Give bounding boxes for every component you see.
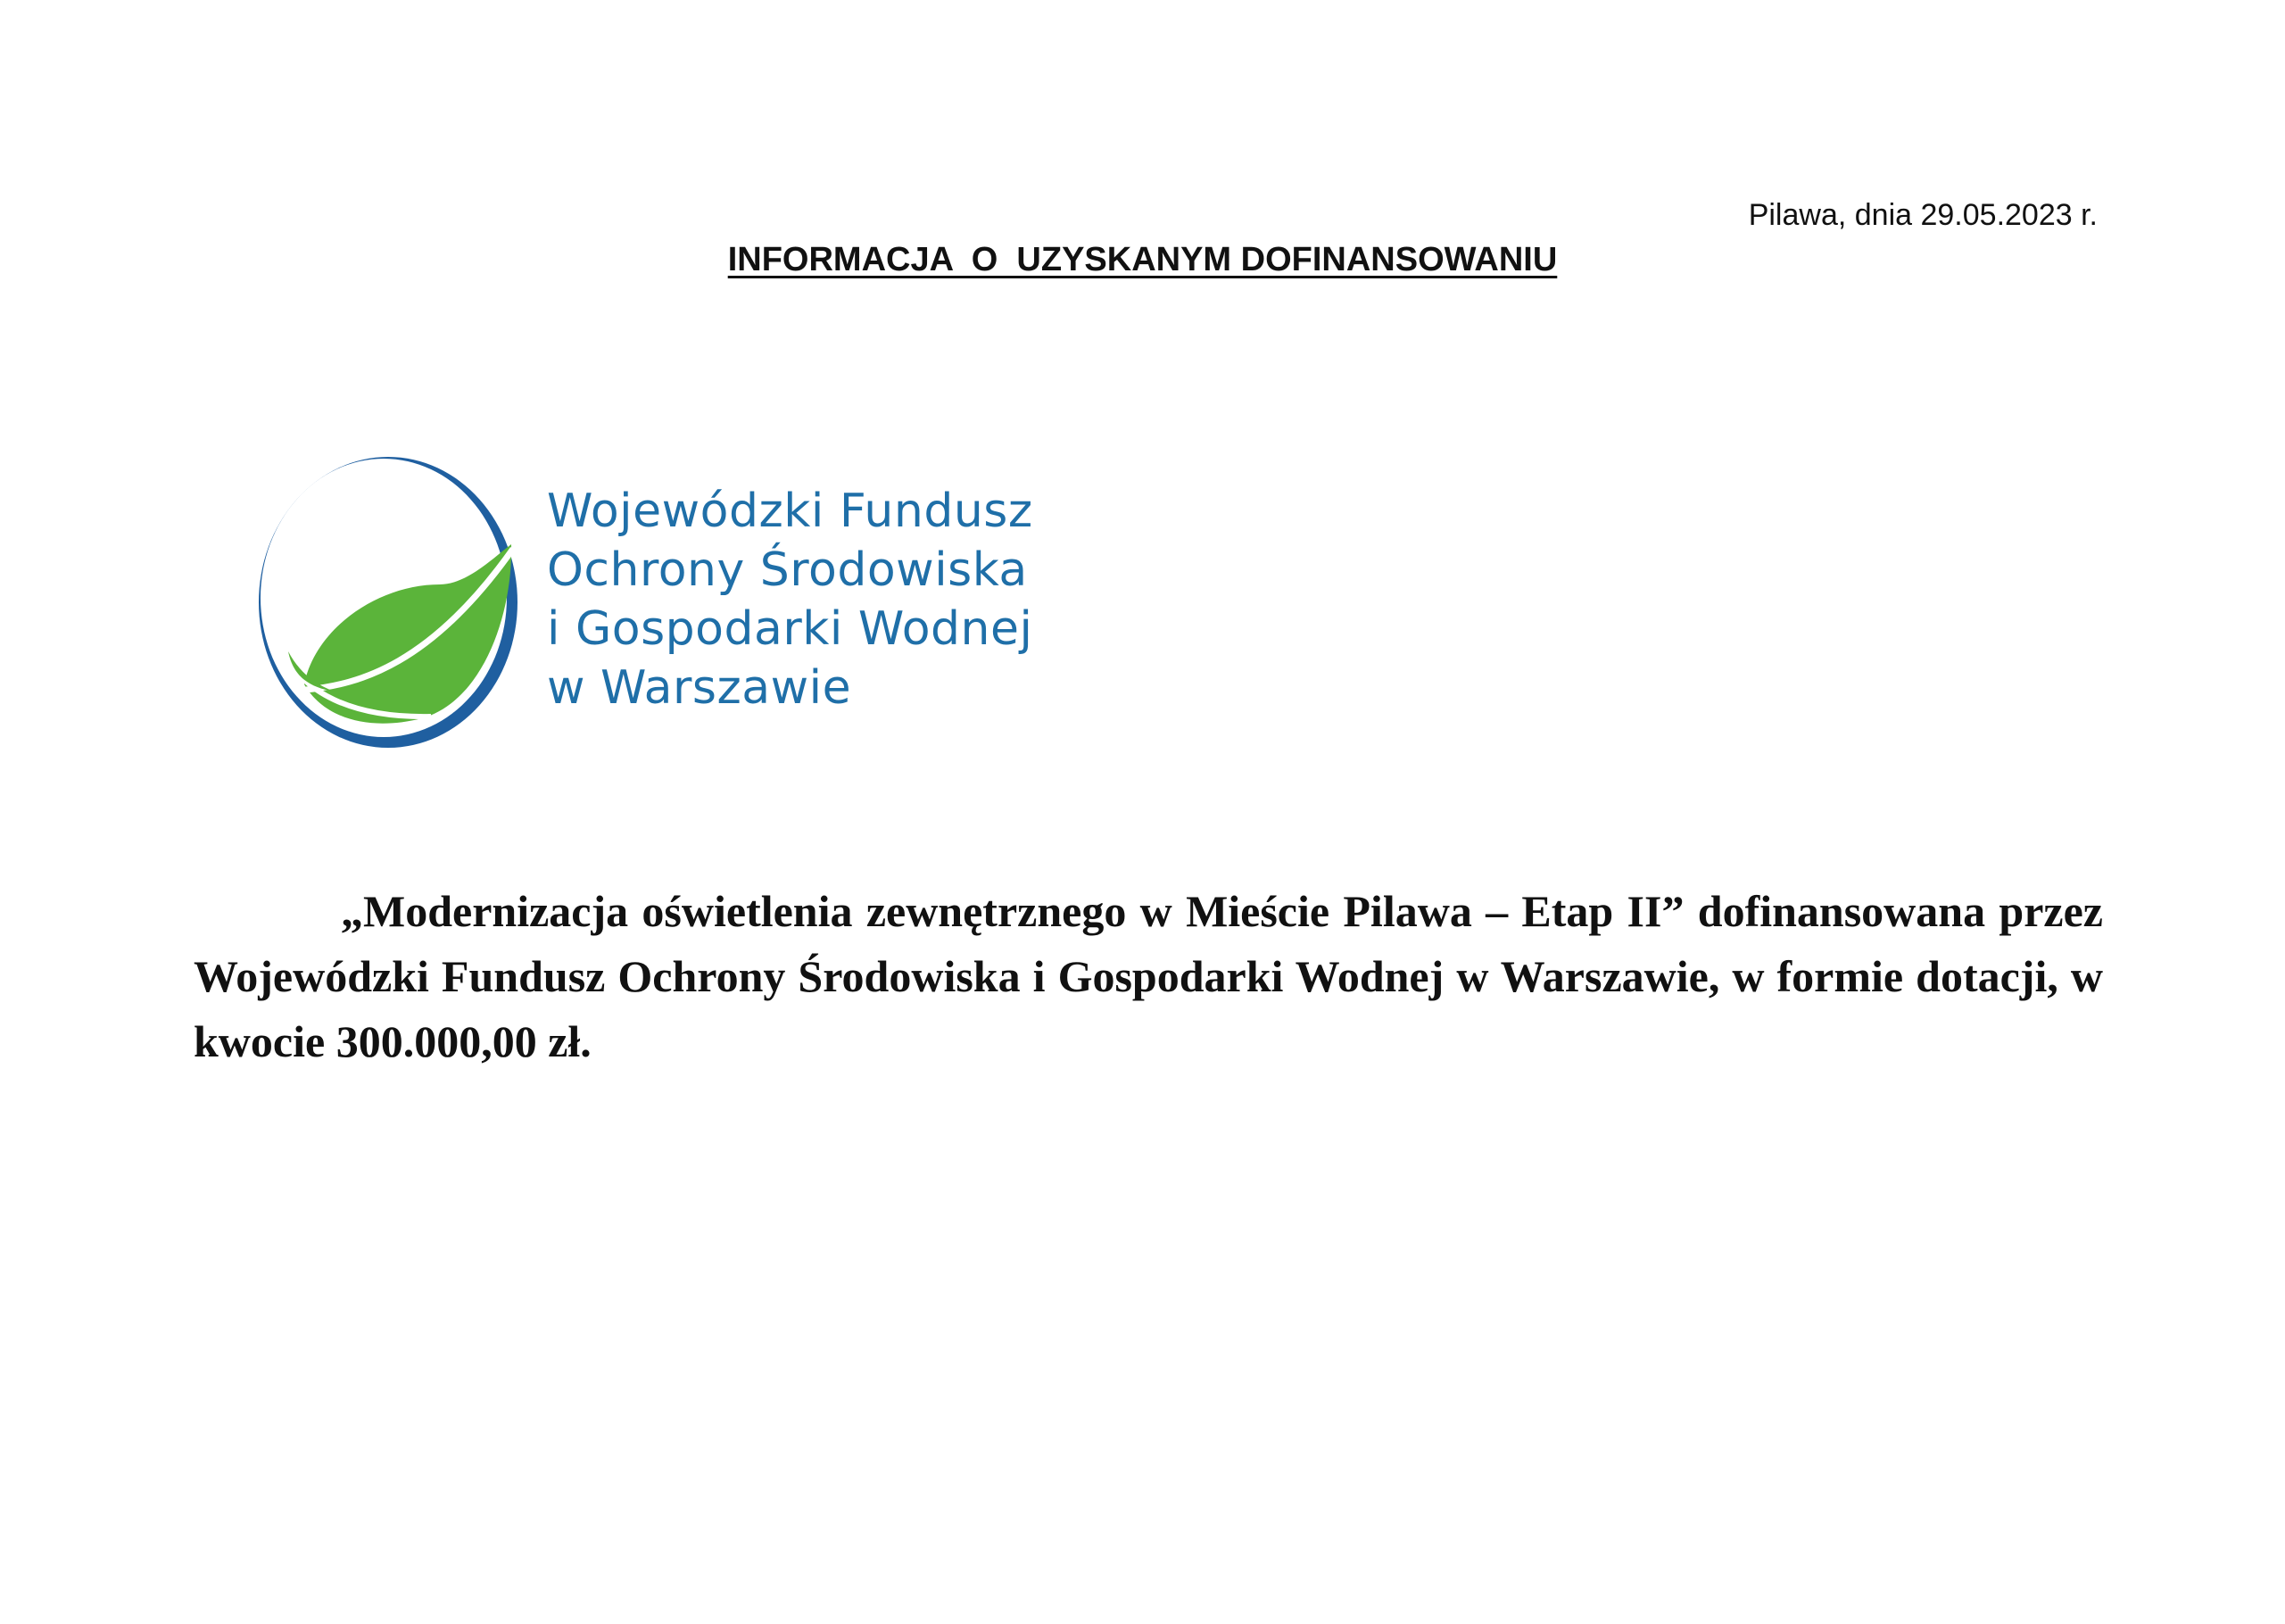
place-date: Pilawa, dnia 29.05.2023 r. [1748, 198, 2098, 232]
wfosigw-logo [253, 451, 1038, 754]
logo-text-line-3: i Gospodarki Wodnej [547, 602, 1033, 656]
body-paragraph [194, 879, 2103, 1074]
logo-text [547, 482, 1033, 717]
document-title [0, 241, 2285, 279]
logo-text-line-2: Ochrony Środowiska [547, 543, 1028, 597]
logo-text-line-1: Wojewódzki Fundusz [547, 485, 1033, 538]
logo-text-line-4: w Warszawie [547, 661, 852, 715]
document-title-text: INFORMACJA O UZYSKANYM DOFINANSOWANIU [727, 241, 1558, 278]
leaf-in-circle-emblem-icon [253, 451, 529, 754]
body-paragraph-text: „Modernizacja oświetlenia zewnętrznego w Mieście Pilawa – Etap II” dofinansowana przez Wojewódzki Fundusz Ochrony Środowiska i Gospodarki Wodnej w Warszawie, w formie dotacji, w kwocie 300.000,00 zł. [194, 886, 2103, 1066]
